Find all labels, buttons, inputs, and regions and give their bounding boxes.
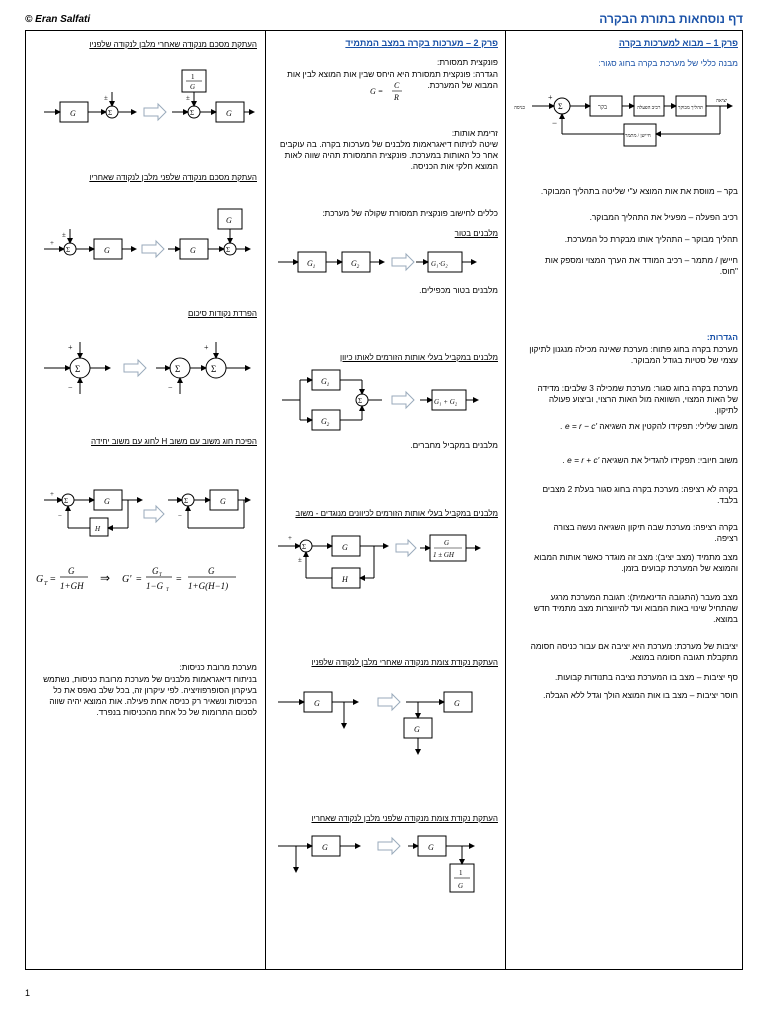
svg-text:−: − xyxy=(168,383,173,392)
chapter1-heading: פרק 1 – מבוא למערכות בקרה xyxy=(618,38,738,48)
def-plant: תהליך מבוקר – התהליך אותו מבקרת כל המערכת. xyxy=(564,234,738,244)
svg-text:H: H xyxy=(95,525,101,533)
svg-text:±: ± xyxy=(186,94,190,102)
svg-text:G: G xyxy=(226,216,232,225)
svg-text:=: = xyxy=(176,574,182,585)
svg-text:±: ± xyxy=(298,556,302,564)
takeoff-before-title: העתקת נקודת צומת מנקודה שאחרי מלבן לנקודה שלפניו xyxy=(311,658,498,667)
svg-text:G: G xyxy=(226,109,232,118)
def-open-loop: מערכת בקרה בחוג פתוח: מערכת שאינה מכילה מנגנון לתיקון עצמי של סטיות בגודל המבוקר. xyxy=(529,344,738,365)
svg-text:T: T xyxy=(44,581,48,587)
unity-feedback-diagram xyxy=(44,488,254,538)
def-transient: מצב מעבר (התגובה הדינאמית): תגובת המערכת מרגע שהתחיל שינוי באות המבוא ועד להיווצרות מצב מתמיד חדש במוצא. xyxy=(533,592,738,624)
def-negative-feedback: משוב שלילי: תפקידו להקטין את השגיאה . e = r − c' xyxy=(560,421,738,431)
svg-text:G: G xyxy=(314,699,320,708)
column-divider xyxy=(505,31,506,969)
svg-text:G: G xyxy=(208,566,215,576)
svg-text:G1: $G_1$ xyxy=(321,377,330,388)
author-label: © Eran Salfati xyxy=(25,14,91,25)
chapter2-heading: פרק 2 – מערכות בקרה במצב המתמיד xyxy=(345,38,498,48)
svg-text:Σ: Σ xyxy=(226,246,231,254)
def-discontinuous: בקרה לא רציפה: מערכת בקרה בחוג סגור בעלת 2 מצבים בלבד. xyxy=(542,484,738,505)
svg-text:Σ: Σ xyxy=(190,109,195,117)
def-instability: חוסר יציבות – מצב בו אות המוצא הולך וגדל ללא הגבלה. xyxy=(543,690,738,700)
svg-text:T: T xyxy=(166,588,169,593)
svg-text:±: ± xyxy=(104,94,108,102)
svg-text:Σ: Σ xyxy=(211,364,217,374)
svg-text:G: G xyxy=(454,699,460,708)
svg-text:1: 1 xyxy=(191,73,195,81)
svg-text:+: + xyxy=(50,490,54,498)
svg-text:⇒: ⇒ xyxy=(100,571,111,585)
svg-text:Σ: Σ xyxy=(302,543,307,551)
def-positive-feedback: משוב חיובי: תפקידו להגדיל את השגיאה . e = r + c' xyxy=(562,455,738,465)
sum-before-title: העתקת מסכם מנקודה שלפני מלבן לנקודה שאחריו xyxy=(89,173,257,182)
svg-text:−: − xyxy=(68,383,73,392)
svg-text:R: R xyxy=(394,93,399,102)
svg-text:G: G xyxy=(322,843,328,852)
svg-text:G =: G = xyxy=(370,87,384,96)
parallel-diagram xyxy=(282,368,482,434)
closed-loop-diagram xyxy=(510,88,740,158)
svg-text:+: + xyxy=(548,93,553,102)
def-marginal-stability: סף יציבות – מצב בו המערכת נציבה בתנודות קבועות. xyxy=(555,672,738,682)
svg-text:=: = xyxy=(50,574,56,585)
svg-text:G: G xyxy=(190,246,196,255)
definitions-heading: הגדרות: xyxy=(706,332,738,342)
svg-text:1: 1 xyxy=(459,869,463,877)
svg-text:+: + xyxy=(68,343,73,352)
svg-text:Σ: Σ xyxy=(184,497,189,505)
feedback-title: מלבנים במקביל בעלי אותות הזורמים לכיוונים מנוגדים - משוב xyxy=(295,509,498,518)
page-title: דף נוסחאות בתורת הבקרה xyxy=(599,12,743,26)
svg-text:G: G xyxy=(190,83,196,91)
multi-input-title: מערכת מרובת כניסות: xyxy=(179,662,257,672)
svg-text:1 ± GH: 1 ± GH xyxy=(433,551,454,559)
svg-text:G: G xyxy=(220,497,226,506)
closed-loop-subtitle: מבנה כללי של מערכת בקרה בחוג סגור: xyxy=(598,58,738,68)
svg-text:Σ: Σ xyxy=(66,246,71,254)
svg-text:=: = xyxy=(136,574,142,585)
series-title: מלבנים בטור xyxy=(454,229,498,238)
svg-text:+: + xyxy=(288,534,292,542)
svg-text:1+GH: 1+GH xyxy=(60,581,84,591)
controller-label: בקר xyxy=(598,105,608,111)
def-continuous: בקרה רציפה: מערכת שבה תיקון השגיאה נעשה בצורה רציפה. xyxy=(553,522,738,543)
svg-text:H: H xyxy=(342,575,348,584)
sum-after-diagram xyxy=(44,70,254,130)
diagram-input-label: כניסה xyxy=(514,106,526,111)
actuator-label: רכיב הפעלה xyxy=(637,106,661,111)
parallel-title: מלבנים במקביל בעלי אותות הזורמים לאותו כיוון xyxy=(340,353,498,362)
svg-text:G: G xyxy=(36,574,44,585)
unity-feedback-equation xyxy=(36,562,266,598)
svg-text:+: + xyxy=(50,239,54,247)
svg-text:Σ: Σ xyxy=(358,397,363,405)
svg-text:G: G xyxy=(70,109,76,118)
column-divider xyxy=(265,31,266,969)
def-stability: יציבות של מערכת: מערכת היא יציבה אם עבור כניסה חסומה מתקבלת תגובה חסומה במוצא. xyxy=(530,641,738,662)
svg-text:G: G xyxy=(68,566,75,576)
svg-text:G: G xyxy=(414,725,420,734)
svg-text:Σ: Σ xyxy=(558,102,563,111)
svg-text:G: G xyxy=(428,843,434,852)
svg-text:−: − xyxy=(58,512,62,520)
page-number: 1 xyxy=(25,988,31,998)
multi-input-text: בניתוח דיאגראמות מלבנים של מערכת מרובת כניסות, נשתמש בעיקרון הסופרפוזיציה. לפי עיקרון זה, בכל שלב נאפס את כל הכניסות ונשאיר רק כניסה אחת פעילה. אות המוצא יהיה שווה לסכום התרומות של כל אחת מהכניסות בנפרד. xyxy=(43,674,257,717)
svg-text:G: G xyxy=(444,539,450,547)
svg-text:G: G xyxy=(104,246,110,255)
svg-text:Σ: Σ xyxy=(75,364,81,374)
svg-text:±: ± xyxy=(62,231,66,239)
rules-title: כללים לחישוב פונקצית תמסורת שקולה של מערכת: xyxy=(322,208,498,218)
tf-definition: הגדרה: פונקצית תמסורת היא היחס שבין אות המוצא לבין אות המבוא של המערכת. xyxy=(287,69,498,90)
plant-label: תהליך מבוקר xyxy=(678,106,704,111)
svg-text:Σ: Σ xyxy=(64,497,69,505)
takeoff-after-title: העתקת נקודת צומת מנקודה שלפני מלבן לנקודה שאחריו xyxy=(311,814,498,823)
split-sum-diagram xyxy=(44,336,254,396)
svg-text:G2: $G_2$ xyxy=(351,259,360,270)
sum-before-diagram xyxy=(44,205,254,265)
def-closed-loop: מערכת בקרה בחוג סגור: מערכת שמכילה 3 שלבים: מדידה של האות המצוי, השוואה מול האות הרצוי, וביצוע פעולה לתיקון. xyxy=(537,383,738,415)
parallel-note: מלבנים במקביל מחברים. xyxy=(410,440,498,450)
diagram-output-label: יציאה xyxy=(716,99,728,104)
svg-text:G: G xyxy=(342,543,348,552)
signal-flow-text: שיטה לניתוח דיאגראמות מלבנים של מערכות בקרה. בה עוקבים אחר כל האותות במערכת. פונקצית התמסורת תהיה שווה לאות המוצא חלקי אות הכניסה. xyxy=(279,139,498,171)
def-sensor: חיישן / מתמר – רכיב המודד את הערך המצוי ומספק אות "חוס. xyxy=(544,255,738,276)
svg-text:+: + xyxy=(204,343,209,352)
tf-equation xyxy=(370,80,410,104)
def-steady-state: מצב מתמיד (מצב יציב): מצב זה מוגדר כאשר אותות המבוא והמוצא של המערכת קבועים בזמן. xyxy=(534,552,738,573)
takeoff-before-diagram xyxy=(278,688,478,768)
split-sum-title: הפרדת נקודות סיכום xyxy=(187,309,257,318)
unity-feedback-title: הפיכת חוג משוב עם משוב H לחוג עם משוב יחידה xyxy=(91,437,257,446)
sensor-label: חיישן / מתמר xyxy=(625,134,651,139)
svg-text:G: G xyxy=(152,566,159,576)
svg-text:Σ: Σ xyxy=(175,364,181,374)
sum-after-title: העתקת מסכם מנקודה שאחרי מלבן לנקודה שלפניו xyxy=(89,40,257,49)
svg-text:G₁ + G₂: G₁ + G₂ xyxy=(434,398,458,406)
feedback-diagram xyxy=(278,530,488,590)
tf-title: פונקצית תמסורת: xyxy=(437,57,498,67)
svg-text:C: C xyxy=(394,81,400,90)
series-diagram xyxy=(278,245,478,279)
svg-text:G₁·G₂: G₁·G₂ xyxy=(431,260,448,268)
svg-text:1−G: 1−G xyxy=(146,581,164,591)
svg-text:G2: $G_2$ xyxy=(321,417,330,428)
svg-text:G: G xyxy=(104,497,110,506)
signal-flow-title: זרימת אותות: xyxy=(451,128,498,138)
svg-text:−: − xyxy=(552,118,558,128)
svg-text:G: G xyxy=(458,882,464,890)
series-note: מלבנים בטור מכפילים. xyxy=(419,285,498,295)
svg-text:T: T xyxy=(159,573,162,578)
svg-text:G1: $G_1$ xyxy=(307,259,316,270)
takeoff-after-diagram xyxy=(278,834,478,894)
def-controller: בקר – מווסת את אות המוצא ע"י שליטה בתהליך המבוקר. xyxy=(540,186,738,196)
svg-text:−: − xyxy=(178,512,182,520)
def-actuator: רכיב הפעלה – מפעיל את התהליך המבוקר. xyxy=(589,212,738,222)
svg-text:1+G(H−1): 1+G(H−1) xyxy=(188,581,229,591)
svg-text:Σ: Σ xyxy=(108,109,113,117)
svg-text:G': G' xyxy=(122,574,132,585)
